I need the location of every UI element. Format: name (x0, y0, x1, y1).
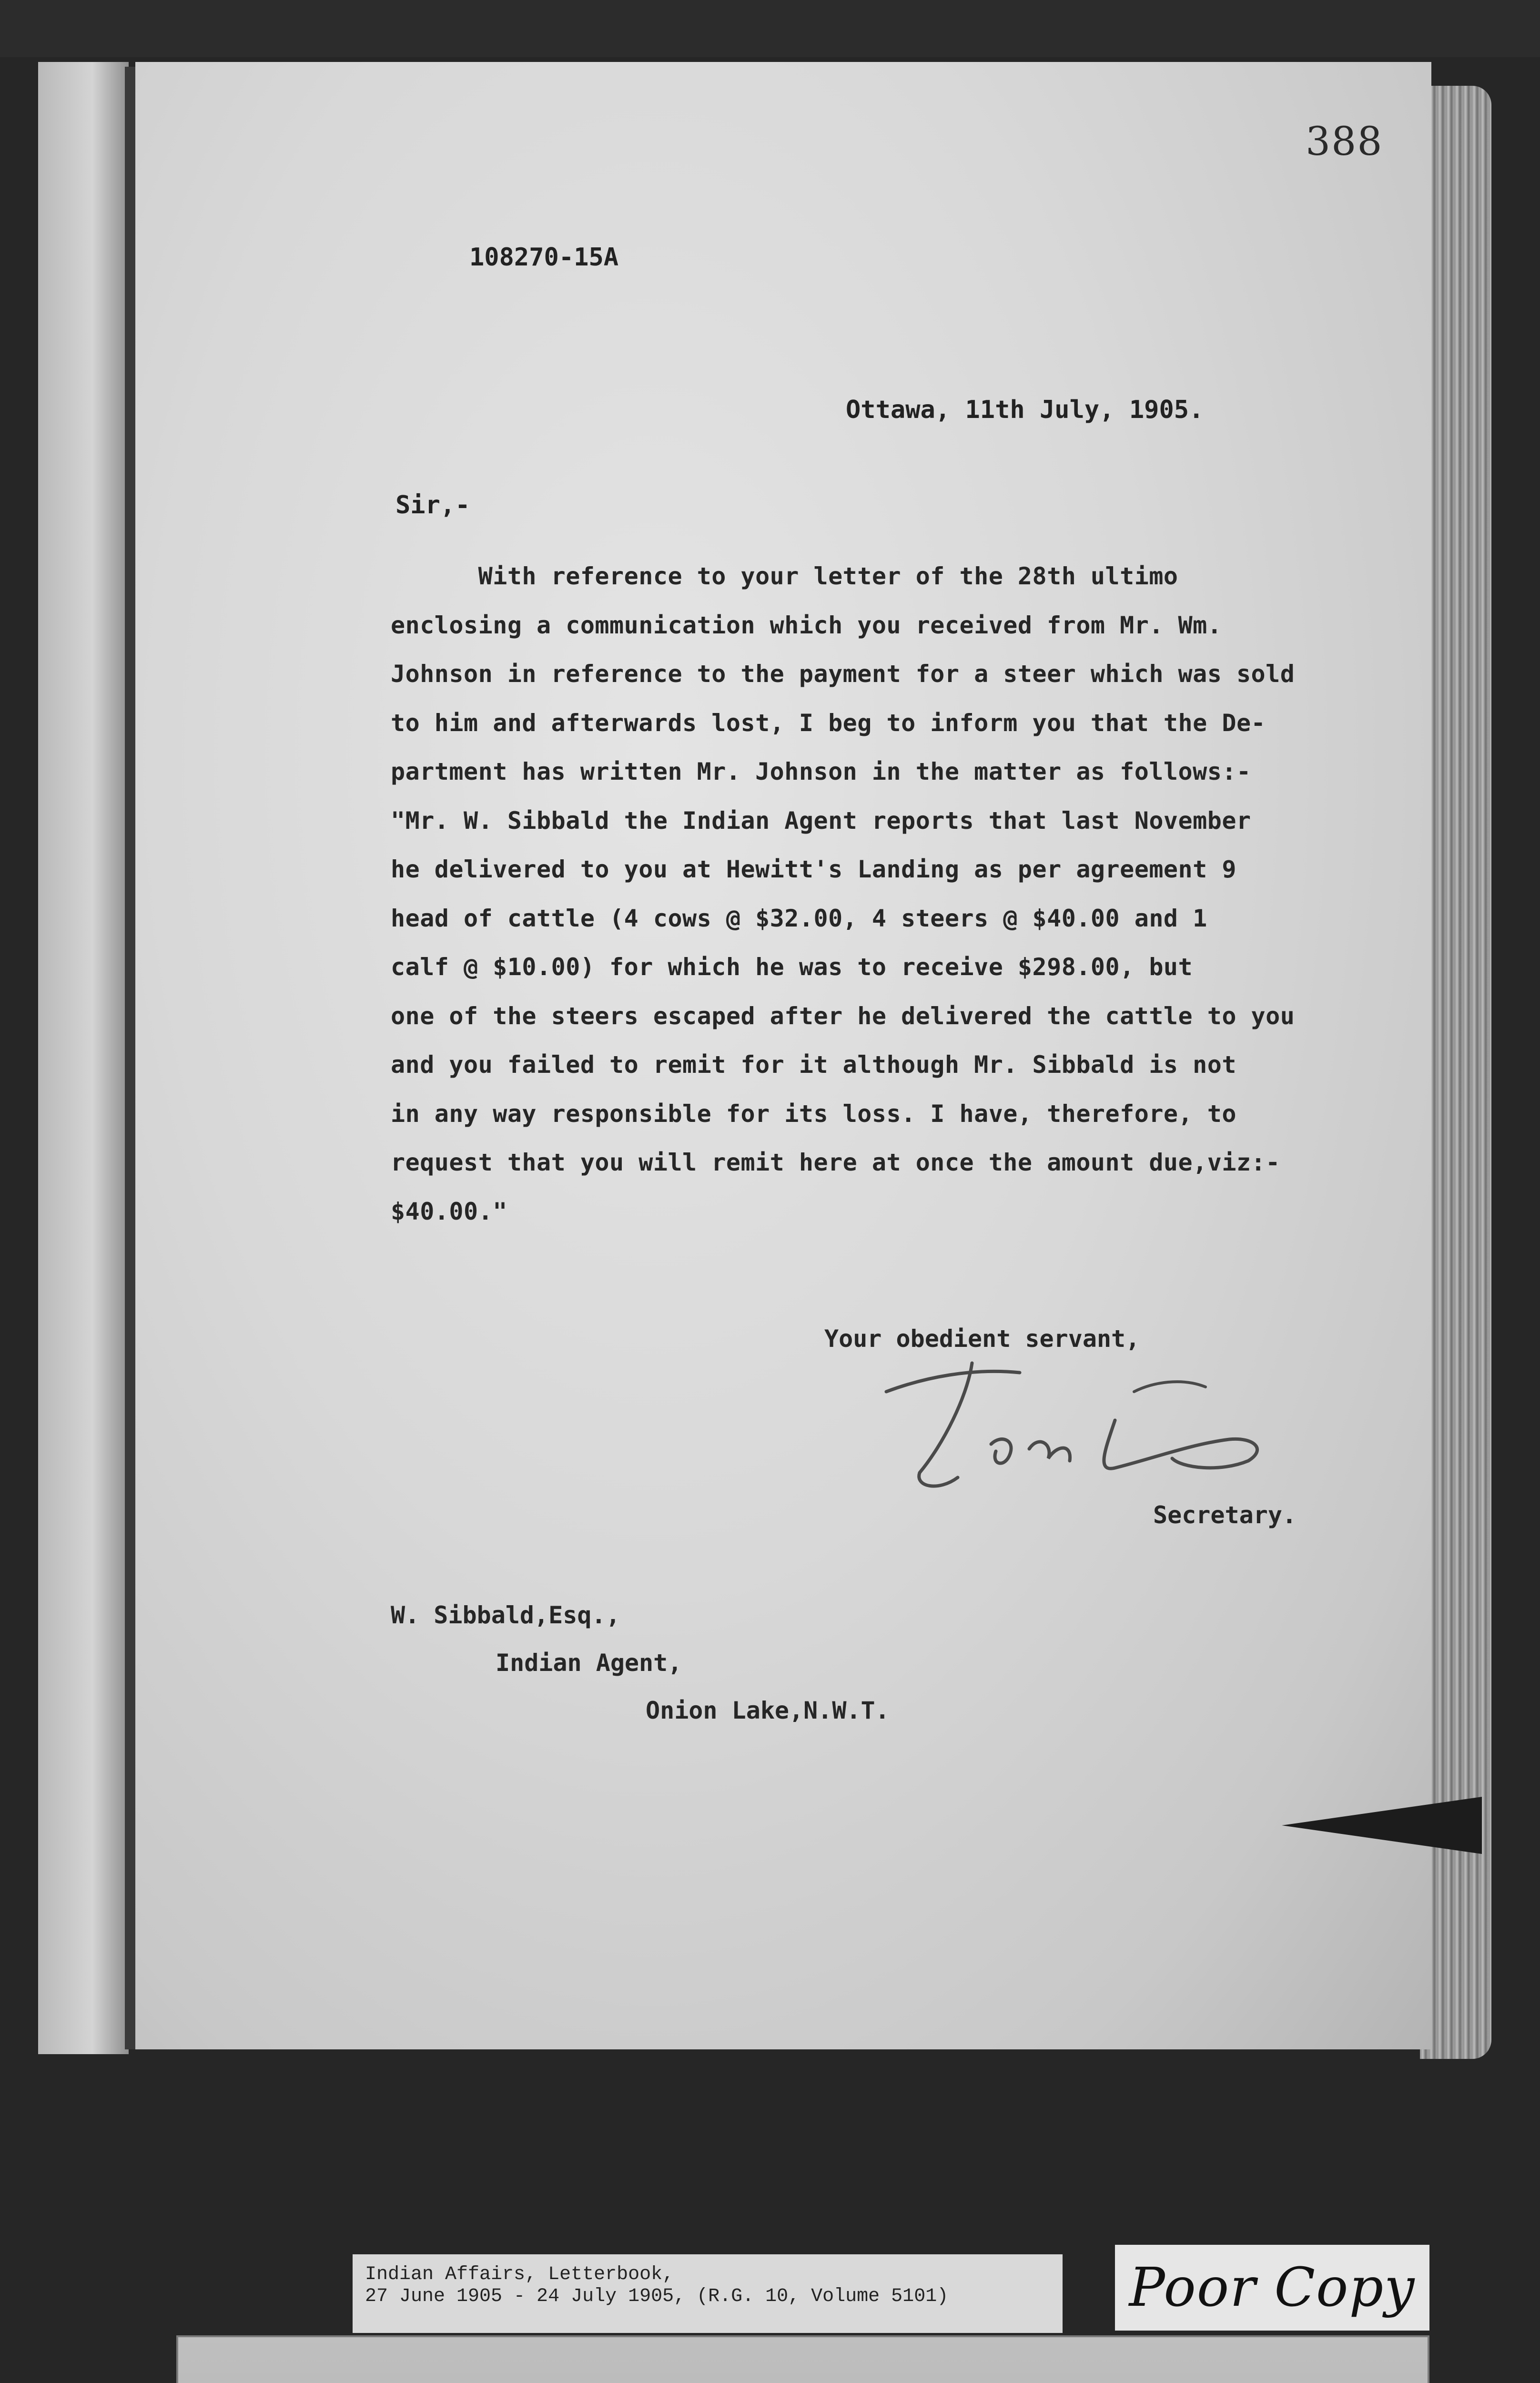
letter-body-line: With reference to your letter of the 28th ultimo (391, 562, 1178, 590)
addressee-location: Onion Lake,N.W.T. (646, 1697, 890, 1724)
letter-body-line: Johnson in reference to the payment for a steer which was sold (391, 660, 1295, 688)
catalog-label (353, 2254, 1063, 2333)
salutation: Sir,- (395, 491, 470, 519)
catalog-label-line1: Indian Affairs, Letterbook, (365, 2264, 674, 2285)
previous-page-margin (38, 62, 129, 2054)
letter-body-line: enclosing a communication which you received from Mr. Wm. (391, 611, 1222, 639)
catalog-label-line2: 27 June 1905 - 24 July 1905, (R.G. 10, Volume 5101) (365, 2286, 949, 2307)
dateline: Ottawa, 11th July, 1905. (846, 396, 1204, 424)
letter-body-line: in any way responsible for its loss. I have, therefore, to (391, 1100, 1236, 1128)
letter-body-line: to him and afterwards lost, I beg to inform you that the De- (391, 709, 1266, 737)
signature-image (848, 1349, 1306, 1506)
page-tab-marker (1282, 1797, 1482, 1854)
letter-body-line: one of the steers escaped after he delivered the cattle to you (391, 1002, 1295, 1030)
letter-body-line: $40.00." (391, 1197, 507, 1225)
addressee-title: Indian Agent, (496, 1649, 682, 1677)
letter-body-line: head of cattle (4 cows @ $32.00, 4 steers @ $40.00 and 1 (391, 904, 1207, 932)
archives-stamp (176, 2335, 1429, 2383)
letter-body-line: "Mr. W. Sibbald the Indian Agent reports that last November (391, 806, 1251, 835)
page-number: 388 (1306, 119, 1383, 164)
poor-copy-note: Poor Copy (1115, 2245, 1429, 2331)
signatory-title: Secretary. (1153, 1501, 1297, 1529)
file-reference: 108270-15A (469, 243, 619, 272)
letter-body-line: he delivered to you at Hewitt's Landing as per agreement 9 (391, 855, 1236, 883)
addressee-name: W. Sibbald,Esq., (391, 1601, 620, 1629)
film-border (0, 0, 1540, 57)
letter-body-line: request that you will remit here at once the amount due,viz:- (391, 1149, 1280, 1176)
binding-gutter (125, 67, 135, 2049)
letter-body-line: partment has written Mr. Johnson in the matter as follows:- (391, 758, 1251, 785)
letter-body-line: and you failed to remit for it although Mr. Sibbald is not (391, 1051, 1236, 1079)
closing: Your obedient servant, (824, 1325, 1140, 1353)
letter-body-line: calf @ $10.00) for which he was to receive $298.00, but (391, 953, 1193, 981)
